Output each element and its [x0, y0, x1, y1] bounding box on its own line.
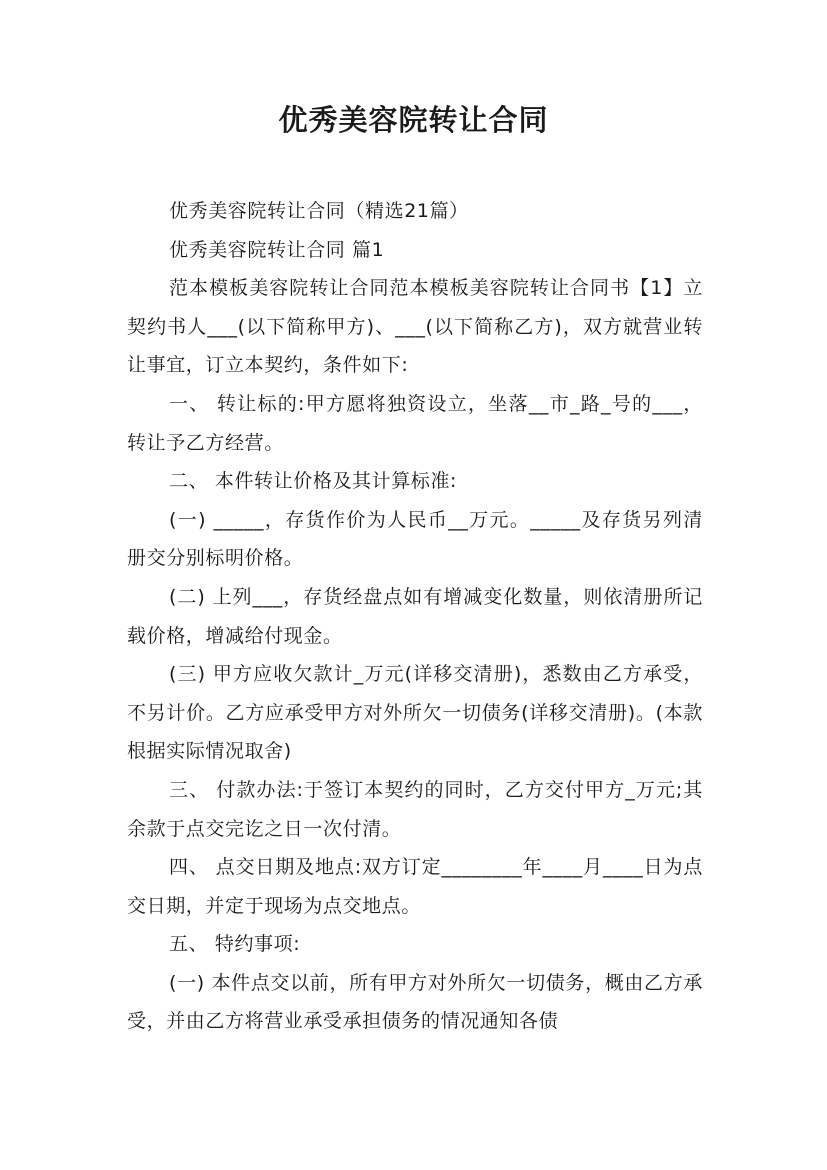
paragraph-subtitle: 优秀美容院转让合同（精选21篇） — [169, 200, 469, 222]
paragraph-section-heading: 优秀美容院转让合同 篇1 — [169, 238, 385, 261]
document-body — [127, 192, 703, 1041]
paragraph-preamble: 范本模板美容院转让合同范本模板美容院转让合同书【1】立契约书人___(以下简称甲方)、___(以下简称乙方)，双方就营业转让事宜，订立本契约，条件如下: — [127, 277, 703, 377]
paragraph-clause-2-item-3: (三) 甲方应收欠款计_万元(详移交清册)，悉数由乙方承受，不另计价。乙方应承受甲方对外所欠一切债务(详移交清册)。(本款根据实际情况取舍) — [127, 663, 703, 763]
paragraph-clause-2-item-1: (一) _____，存货作价为人民币__万元。_____及存货另列清册交分别标明价格。 — [127, 508, 703, 570]
paragraph-clause-5: 五、 特约事项: — [169, 933, 301, 956]
paragraph-clause-2-item-2: (二) 上列___，存货经盘点如有增减变化数量，则依清册所记载价格，增减给付现金。 — [127, 585, 703, 647]
paragraph-clause-2: 二、 本件转让价格及其计算标准: — [169, 470, 458, 493]
paragraph-clause-3: 三、 付款办法:于签订本契约的同时，乙方交付甲方_万元;其余款于点交完讫之日一次付清。 — [127, 778, 703, 840]
paragraph-clause-1: 一、 转让标的:甲方愿将独资设立，坐落__市_路_号的___，转让予乙方经营。 — [127, 392, 703, 454]
paragraph-clause-5-item-1: (一) 本件点交以前，所有甲方对外所欠一切债务，概由乙方承受，并由乙方将营业承受承担债务的情况通知各债 — [127, 971, 703, 1033]
document-title: 优秀美容院转让合同 — [278, 103, 549, 137]
paragraph-clause-4: 四、 点交日期及地点:双方订定________年____月____日为点交日期，并定于现场为点交地点。 — [127, 856, 703, 917]
